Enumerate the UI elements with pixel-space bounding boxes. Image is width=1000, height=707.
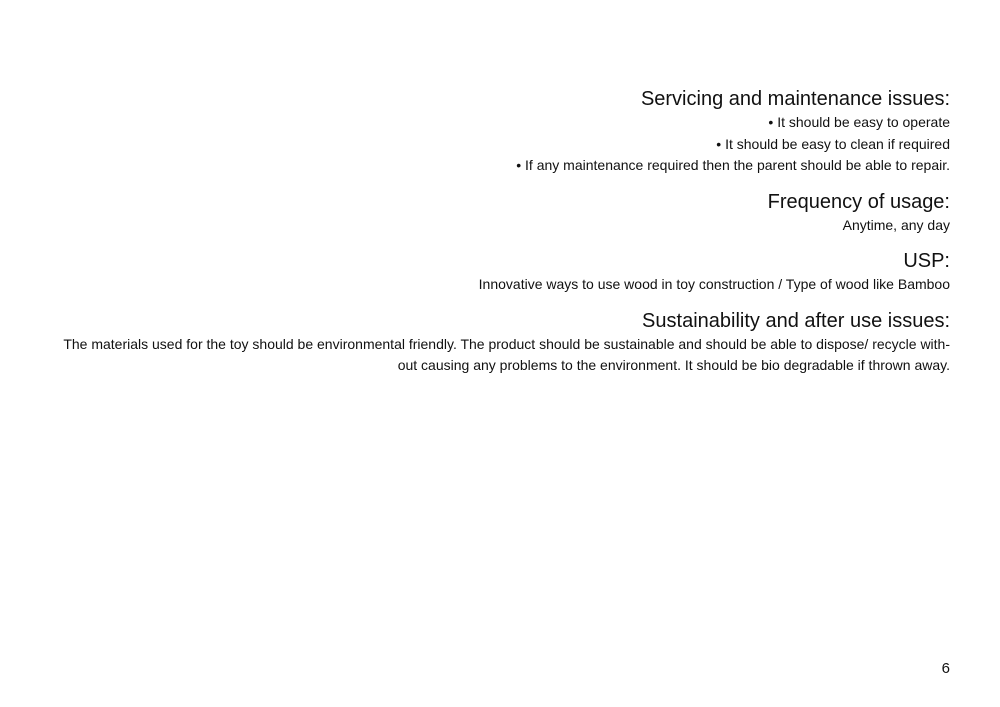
sustainability-heading: Sustainability and after use issues: (642, 309, 950, 332)
sustainability-text-line-2: out causing any problems to the environment. It should be bio degradable if thrown away. (397, 357, 950, 373)
usp-heading: USP: (903, 250, 950, 272)
page-number: 6 (941, 660, 950, 677)
servicing-bullet-2: • It should be easy to clean if required (716, 135, 950, 152)
servicing-bullet-1: • It should be easy to operate (768, 114, 950, 130)
usp-section (50, 248, 950, 296)
sustainability-section (50, 308, 950, 377)
usp-text: Innovative ways to use wood in toy construction / Type of wood like Bamboo (478, 276, 950, 292)
page-content (50, 86, 950, 377)
frequency-text: Anytime, any day (842, 216, 950, 233)
frequency-section (50, 189, 950, 237)
servicing-section (50, 86, 950, 177)
servicing-heading: Servicing and maintenance issues: (640, 88, 950, 110)
frequency-heading: Frequency of usage: (767, 190, 950, 213)
sustainability-text-line-1: The materials used for the toy should be environmental friendly. The product should be sustainable and should be able to dispose/ recycle with- (63, 335, 950, 352)
servicing-bullet-3: • If any maintenance required then the parent should be able to repair. (516, 157, 950, 173)
